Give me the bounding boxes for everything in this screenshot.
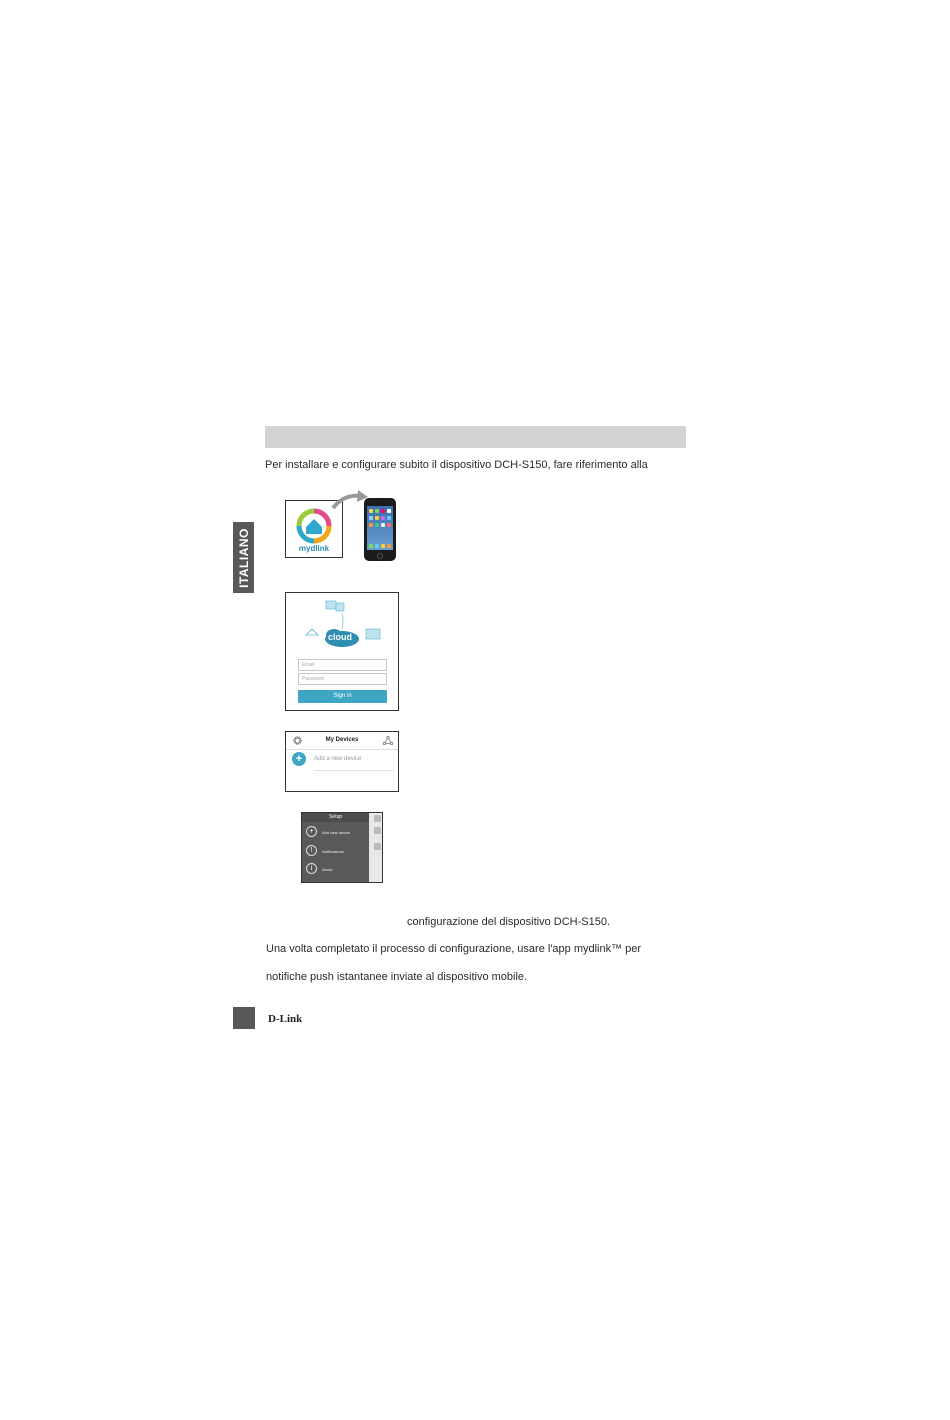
- devices-title: My Devices: [325, 737, 359, 743]
- setup-item-add-device[interactable]: Add new device: [322, 830, 351, 835]
- config-text: configurazione del dispositivo DCH-S150.: [407, 916, 610, 928]
- paragraph-line-1: Una volta completato il processo di configurazione, usare l'app mydlink™ per: [266, 943, 642, 955]
- cloud-illustration-icon: [286, 595, 398, 655]
- setup-item-notifications[interactable]: Notifications: [322, 849, 344, 854]
- email-field[interactable]: Email: [298, 659, 387, 671]
- language-tab: [233, 522, 254, 593]
- setup-screen: [301, 812, 383, 883]
- setup-menu-panel: [302, 813, 369, 882]
- info-icon[interactable]: !: [306, 845, 317, 856]
- device-thumb-icon: [374, 827, 381, 834]
- info-icon[interactable]: i: [306, 863, 317, 874]
- dlink-logo: D-Link: [268, 1013, 303, 1025]
- gear-icon[interactable]: [293, 736, 302, 745]
- signin-button[interactable]: Sign in: [298, 690, 387, 703]
- setup-item-about[interactable]: About: [322, 867, 333, 872]
- intro-text: Per installare e configurare subito il dispositivo DCH-S150, fare riferimento alla: [265, 459, 648, 471]
- share-icon[interactable]: [383, 736, 393, 745]
- add-device-label: Add a new device: [314, 756, 362, 762]
- app-icon-label: mydlink: [298, 544, 330, 553]
- add-device-button[interactable]: +: [292, 752, 306, 766]
- plus-icon[interactable]: +: [306, 826, 317, 837]
- cloud-label: cloud: [328, 632, 352, 642]
- smartphone-image: [364, 498, 396, 561]
- paragraph-line-2: notifiche push istantanee inviate al dispositivo mobile.: [266, 971, 528, 983]
- page-number-block: [233, 1007, 255, 1029]
- gear-icon: [374, 815, 381, 822]
- language-tab-label: ITALIANO: [236, 527, 251, 588]
- password-field[interactable]: Password: [298, 673, 387, 685]
- my-devices-screen: [285, 731, 399, 792]
- phone-home-button: [377, 553, 383, 559]
- setup-title: Setup: [302, 813, 369, 822]
- signin-screen: [285, 592, 399, 711]
- section-header-bar: [265, 426, 686, 448]
- device-thumb-icon: [374, 843, 381, 850]
- phone-screen: [367, 506, 393, 550]
- divider: [314, 770, 394, 771]
- devices-header: [286, 732, 398, 750]
